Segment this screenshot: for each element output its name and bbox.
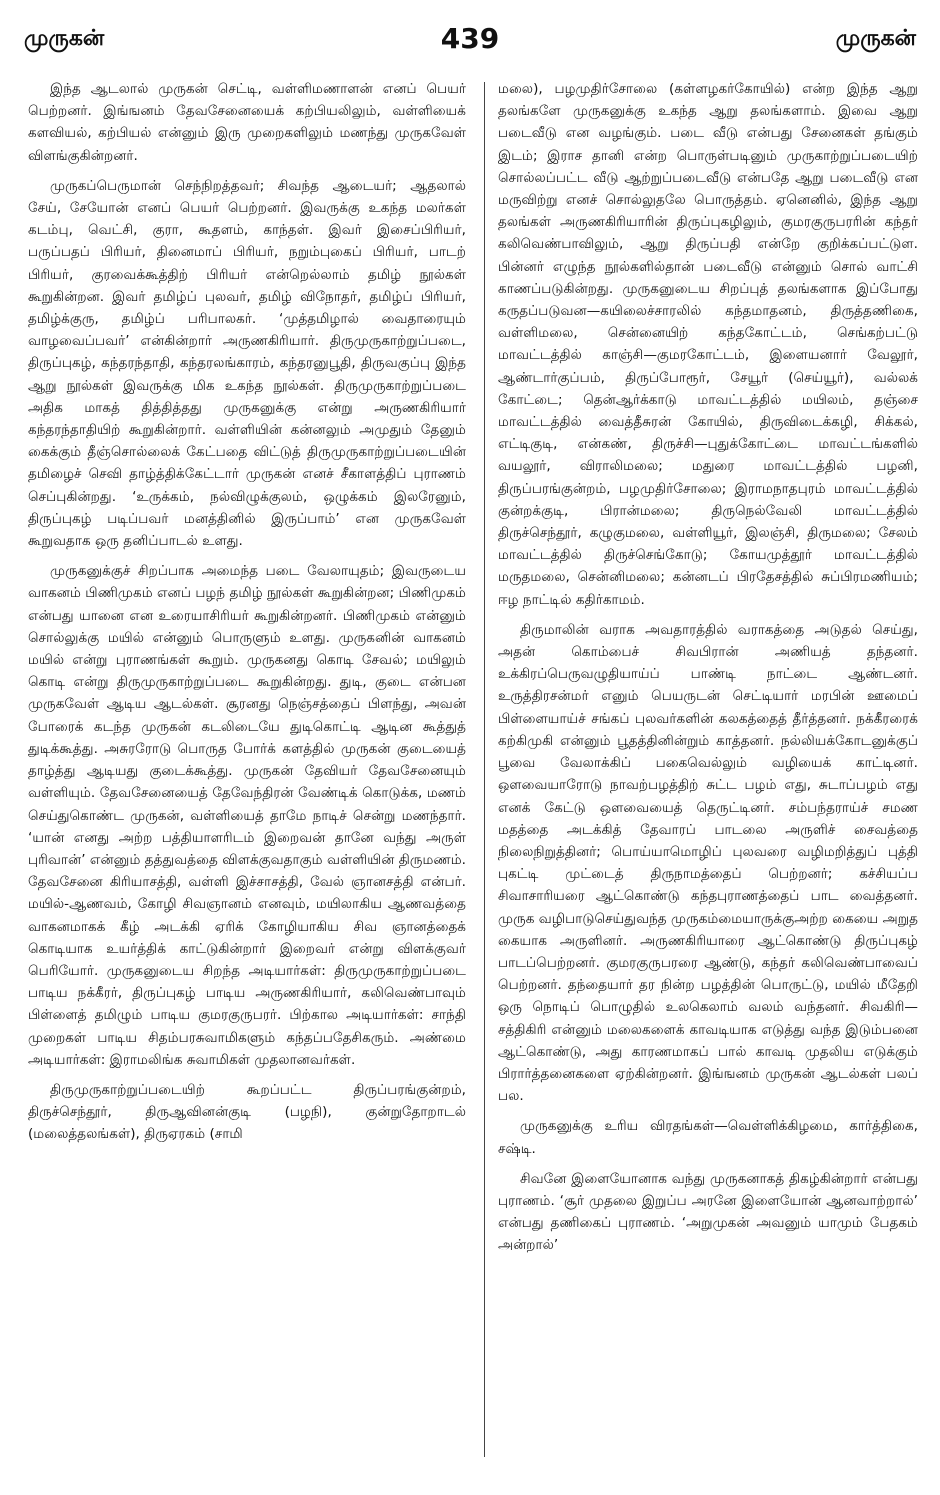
paragraph: முருகப்பெருமான் செந்நிறத்தவர்; சிவந்த ஆடையர்; ஆதலால் சேய், சேயோன் எனப் பெயர் பெற்றனர். இவருக்கு உகந்த மலர்கள் கடம்பு, வெட்சி, குரா, கூதளம், காந்தள். இவர் இசைப்பிரியர், பருப்பதப் பிரியர், தினைமாப் பிரியர், நறும்புகைப் பிரியர், பாடற் பிரியர், குரவைக்கூத்திற் பிரியர் என்றெல்லாம் தமிழ் நூல்கள் கூறுகின்றன. இவர் தமிழ்ப் புலவர், தமிழ் விநோதர், தமிழ்ப் பிரியர், தமிழ்க்குரு, தமிழ்ப் பரிபாலகர். ‘முத்தமிழால் வைதாரையும் வாழவைப்பவர்’ என்கின்றார் அருணகிரியார். திருமுருகாற்றுப்படை, திருப்புகழ், கந்தரந்தாதி, கந்தரலங்காரம், கந்தரனுபூதி, திருவகுப்பு இந்த ஆறு நூல்கள் இவருக்கு மிக உகந்த நூல்கள். திருமுருகாற்றுப்படை அதிக மாகத் தித்தித்தது முருகனுக்கு என்று அருணகிரியார் கந்தரந்தாதியிற் கூறுகின்றார். வள்ளியின் கன்னலும் அமுதும் தேனும் கைக்கும் தீஞ்சொல்லைக் கேட்பதை விட்டுத் திருமுருகாற்றுப்படையின் தமிழைச் செவி தாழ்த்திக்கேட்டார் முருகன் எனச் சீகாளத்திப் புராணம் செப்புகின்றது. ‘உருக்கம், நல்விழுக்குலம், ஒழுக்கம் இலரேனும், திருப்புகழ் படிப்பவர் மனத்தினில் இருப்பாம்’ என முருகவேள் கூறுவதாக ஒரு தனிப்பாடல் உளது. (28, 177, 466, 550)
paragraph: திருமாலின் வராக அவதாரத்தில் வராகத்தை அடுதல் செய்து, அதன் கொம்பைச் சிவபிரான் அணியத் தந்தனர். உக்கிரப்பெருவழுதியாய்ப் பாண்டி நாட்டை ஆண்டனர். உருத்திரசன்மர் எனும் பெயருடன் செட்டியார் மரபின் ஊமைப் பிள்ளையாய்ச் சங்கப் புலவர்களின் கலகத்தைத் தீர்த்தனர். நக்கீரரைக் கற்கிமுகி என்னும் பூதத்தினின்றும் காத்தனர். நல்லியக்கோடனுக்குப் பூவை வேலாக்கிப் பகைவெல்லும் வழியைக் காட்டினர். ஒளவையாரோடு நாவற்பழத்திற் சுட்ட பழம் எது, சுடாப்பழம் எது எனக் கேட்டு ஒளவையைத் தெருட்டினர். சம்பந்தராய்ச் சமண மதத்தை அடக்கித் தேவாரப் பாடலை அருளிச் சைவத்தை நிலைநிறுத்தினர்; பொய்யாமொழிப் புலவரை வழிமறித்துப் புத்தி புகட்டி முட்டைத் திருநாமத்தைப் பெற்றனர்; கச்சியப்ப சிவாசாரியரை ஆட்கொண்டு கந்தபுராணத்தைப் பாட வைத்தனர். முருக வழிபாடுசெய்துவந்த முருகம்மையாருக்குஅற்ற கையை அறுத கையாக அருளினர். அருணகிரியாரை ஆட்கொண்டு திருப்புகழ் பாடப்பெற்றனர். குமரகுருபரரை ஆண்டு, கந்தர் கலிவெண்பாவைப் பெற்றனர். தந்தையார் தர நின்ற பழத்தின் பொருட்டு, மயில் மீதேறி ஒரு நொடிப் பொழுதில் உலகெலாம் வலம் வந்தனர். சிவகிரி—சத்திகிரி என்னும் மலைகளைக் காவடியாக எடுத்து வந்த இடும்பனை ஆட்கொண்டு, அது காரணமாகப் பால் காவடி முதலிய எடுக்கும் பிரார்த்தனைகளை ஏற்கின்றனர். இங்ஙனம் முருகன் ஆடல்கள் பலப் பல. (498, 621, 918, 1105)
right-column (498, 78, 918, 1478)
column-divider (484, 82, 485, 1457)
paragraph: மலை), பழமுதிர்சோலை (கள்ளழகர்கோயில்) என்ற இந்த ஆறு தலங்களே முருகனுக்கு உகந்த ஆறு தலங்களாம். இவை ஆறு படைவீடு என வழங்கும். படை வீடு என்பது சேனைகள் தங்கும் இடம்; இராச தானி என்ற பொருள்படினும் முருகாற்றுப்படையிற் சொல்லப்பட்ட வீடு ஆற்றுப்படைவீடு என்பதே ஆறு படைவீடு என மருவிற்று எனச் சொல்லுதலே பொருத்தம். ஏனெனில், இந்த ஆறு தலங்கள் அருணகிரியாரின் திருப்புகழிலும், குமரகுருபரரின் கந்தர் கலிவெண்பாவிலும், ஆறு திருப்பதி என்றே குறிக்கப்பட்டுள. பின்னர் எழுந்த நூல்களில்தான் படைவீடு என்னும் சொல் வாட்சி காணப்படுகின்றது. முருகனுடைய சிறப்புத் தலங்களாக இப்போது கருதப்படுவன—கயிலைச்சாரலில் கந்தமாதனம், திருத்தணிகை, வள்ளிமலை, சென்னையிற் கந்தகோட்டம், செங்கற்பட்டு மாவட்டத்தில் காஞ்சி—குமரகோட்டம், இளையனார் வேலூர், ஆண்டார்குப்பம், திருப்போரூர், சேயூர் (செய்யூர்), வல்லக் கோட்டை; தென்ஆர்க்காடு மாவட்டத்தில் மயிலம், தஞ்சை மாவட்டத்தில் வைத்தீசுரன் கோயில், திருவிடைக்கழி, சிக்கல், எட்டிகுடி, என்கண், திருச்சி—புதுக்கோட்டை மாவட்டங்களில் வயலூர், விராலிமலை; மதுரை மாவட்டத்தில் பழனி, திருப்பரங்குன்றம், பழமுதிர்சோலை; இராமநாதபுரம் மாவட்டத்தில் குன்றக்குடி, பிரான்மலை; திருநெல்வேலி மாவட்டத்தில் திருச்செந்தூர், கழுகுமலை, வள்ளியூர், இலஞ்சி, திருமலை; சேலம் மாவட்டத்தில் திருச்செங்கோடு; கோயமுத்தூர் மாவட்டத்தில் மருதமலை, சென்னிமலை; கன்னடப் பிரதேசத்தில் சுப்பிரமணியம்; ஈழ நாட்டில் கதிர்காமம். (498, 81, 918, 608)
paragraph: முருகனுக்கு உரிய விரதங்கள்—வெள்ளிக்கிழமை, கார்த்திகை, சஷ்டி. (498, 1118, 918, 1157)
left-column (28, 78, 466, 1478)
page-number: 439 (440, 22, 500, 55)
page-header (20, 22, 920, 66)
running-title-left: முருகன் (24, 26, 105, 51)
paragraph: சிவனே இளையோனாக வந்து முருகனாகத் திகழ்கின்றார் என்பது புராணம். ‘சூர் முதலை இறுப்ப அரனே இளையோன் ஆனவாற்றால்’ என்பது தணிகைப் புராணம். ‘அறுமுகன் அவனும் யாமும் பேதகம் அன்றால்’ (498, 1170, 918, 1254)
running-title-right: முருகன் (835, 26, 916, 51)
paragraph: திருமுருகாற்றுப்படையிற் கூறப்பட்ட திருப்பரங்குன்றம், திருச்செந்தூர், திருஆவினன்குடி (பழநி), குன்றுதோறாடல் (மலைத்தலங்கள்), திருஏரகம் (சாமி (28, 1081, 466, 1143)
paragraph: முருகனுக்குச் சிறப்பாக அமைந்த படை வேலாயுதம்; இவருடைய வாகனம் பிணிமுகம் எனப் பழந் தமிழ் நூல்கள் கூறுகின்றன; பிணிமுகம் என்பது யானை என உரையாசிரியர் கூறுகின்றனர். பிணிமுகம் என்னும் சொல்லுக்கு மயில் என்னும் பொருளும் உளது. முருகனின் வாகனம் மயில் என்று புராணங்கள் கூறும். முருகனது கொடி சேவல்; மயிலும் கொடி என்று திருமுருகாற்றுப்படை கூறுகின்றது. துடி, குடை என்பன முருகவேள் ஆடிய ஆடல்கள். சூரனது நெஞ்சத்தைப் பிளந்து, அவன் போரைக் கடந்த முருகன் கடலிடையே துடிகொட்டி ஆடின கூத்துத் துடிக்கூத்து. அசுரரோடு பொருத போர்க் களத்தில் முருகன் குடையைத் தாழ்த்து ஆடியது குடைக்கூத்து. முருகன் தேவியர் தேவசேனையும் வள்ளியும். தேவசேனையைத் தேவேந்திரன் வேண்டிக் கொடுக்க, மணம் செய்துகொண்ட முருகன், வள்ளியைத் தாமே நாடிச் சென்று மணந்தார். ‘யான் எனது அற்ற பத்தியாளரிடம் இறைவன் தானே வந்து அருள் புரிவான்’ என்னும் தத்துவத்தை விளக்குவதாகும் வள்ளியின் திருமணம். தேவசேனை கிரியாசத்தி, வள்ளி இச்சாசத்தி, வேல் ஞானசத்தி என்பர். மயில்-ஆணவம், கோழி சிவஞானம் எனவும், மயிலாகிய ஆணவத்தை வாகனமாகக் கீழ் அடக்கி ஏரிக் கோழியாகிய சிவ ஞானத்தைக் கொடியாக உயர்த்திக் காட்டுகின்றார் இறைவர் என்று விளக்குவர் பெரியோர். முருகனுடைய சிறந்த அடியார்கள்: திருமுருகாற்றுப்படை பாடிய நக்கீரர், திருப்புகழ் பாடிய அருணகிரியார், கலிவெண்பாவும் பிள்ளைத் தமிழும் பாடிய குமரகுருபரர். பிற்கால அடியார்கள்: சாந்தி முறைகள் பாடிய சிதம்பரசுவாமிகளும் கந்தப்பதேசிகரும். அண்மை அடியார்கள்: இராமலிங்க சுவாமிகள் முதலானவர்கள். (28, 563, 466, 1068)
paragraph: இந்த ஆடலால் முருகன் செட்டி, வள்ளிமணாளன் எனப் பெயர் பெற்றனர். இங்ஙனம் தேவசேனையைக் கற்பியலிலும், வள்ளியைக் களவியல், கற்பியல் என்னும் இரு முறைகளிலும் மணந்து முருகவேள் விளங்குகின்றனர். (28, 81, 466, 164)
